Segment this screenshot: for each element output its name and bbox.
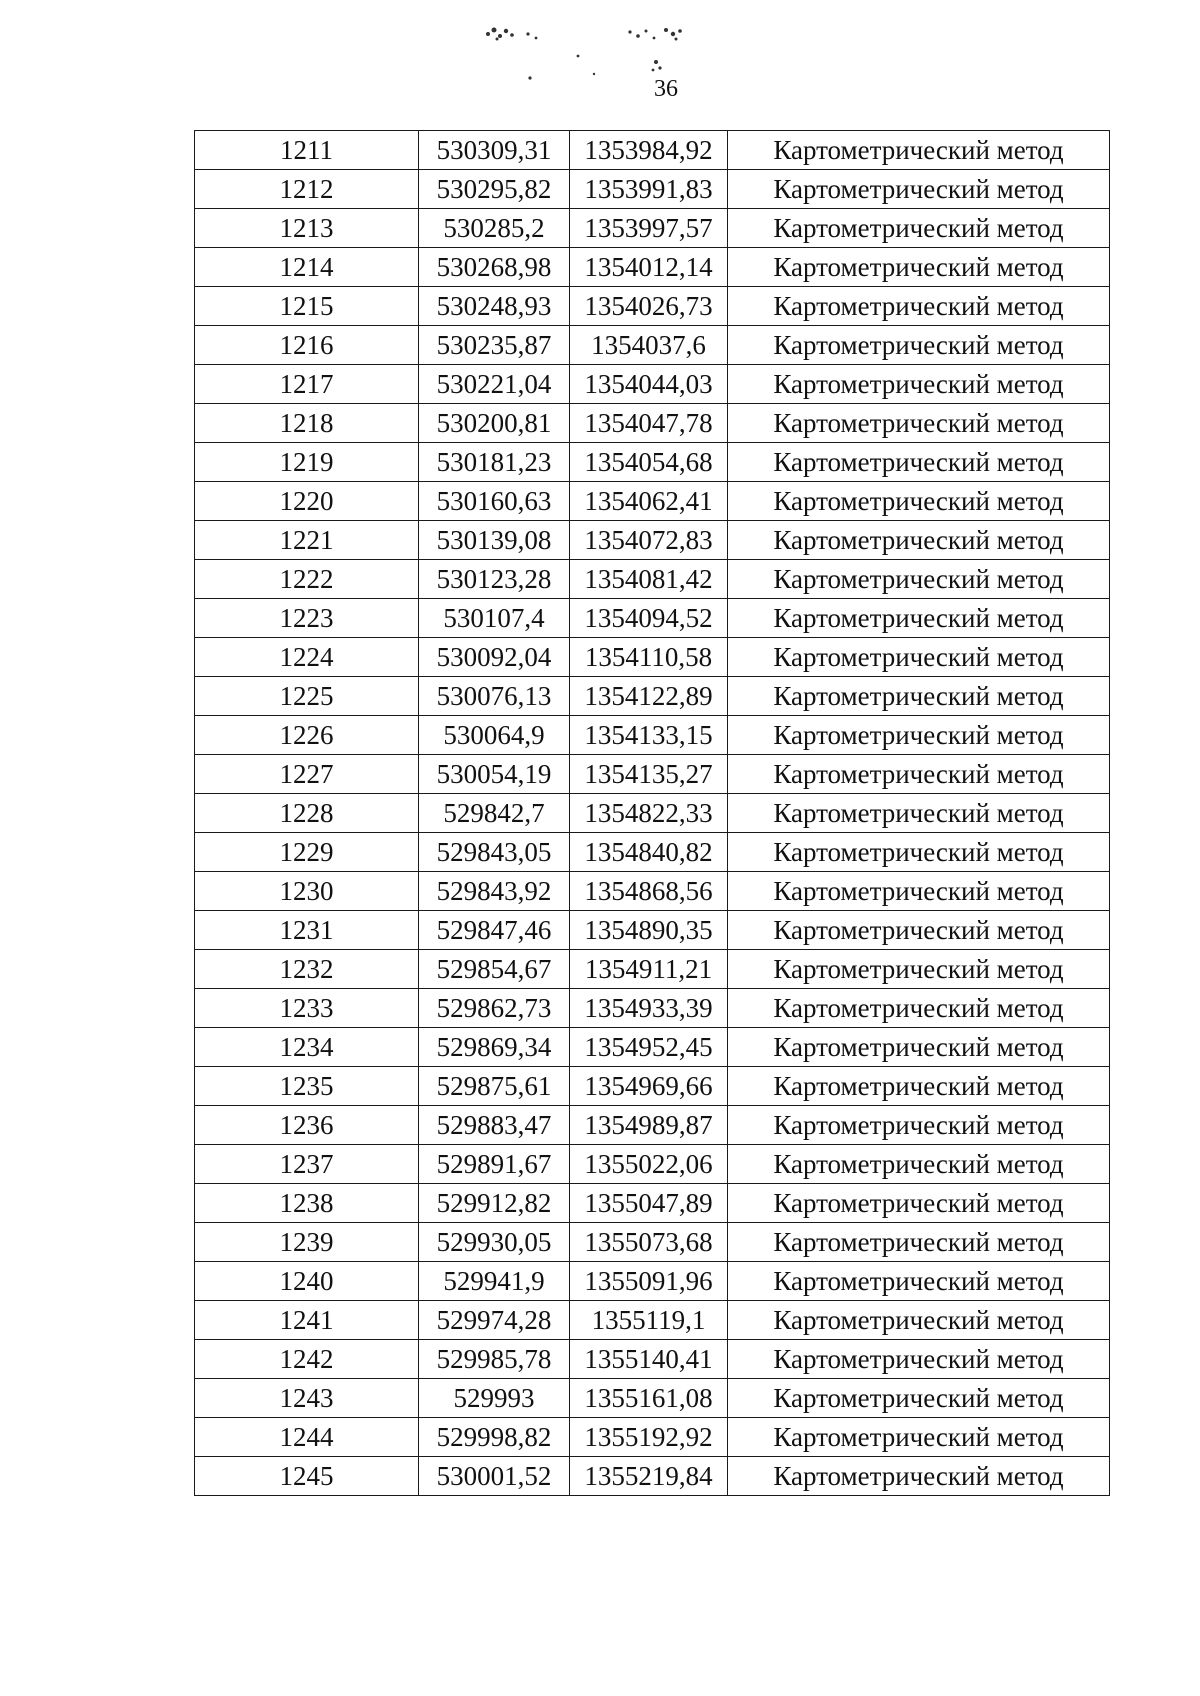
y-coordinate-cell: 1354047,78 — [570, 404, 728, 443]
y-coordinate-cell: 1354026,73 — [570, 287, 728, 326]
method-cell: Картометрический метод — [728, 1262, 1110, 1301]
method-cell: Картометрический метод — [728, 755, 1110, 794]
y-coordinate-cell: 1354911,21 — [570, 950, 728, 989]
table-row — [195, 443, 1110, 482]
table-row — [195, 1184, 1110, 1223]
method-cell: Картометрический метод — [728, 287, 1110, 326]
y-coordinate-cell: 1354012,14 — [570, 248, 728, 287]
x-coordinate-cell: 530092,04 — [419, 638, 570, 677]
table-row — [195, 1067, 1110, 1106]
table-row — [195, 1340, 1110, 1379]
x-coordinate-cell: 529847,46 — [419, 911, 570, 950]
x-coordinate-cell: 529974,28 — [419, 1301, 570, 1340]
table-row — [195, 833, 1110, 872]
y-coordinate-cell: 1354122,89 — [570, 677, 728, 716]
point-number-cell: 1222 — [195, 560, 419, 599]
y-coordinate-cell: 1354072,83 — [570, 521, 728, 560]
x-coordinate-cell: 530001,52 — [419, 1457, 570, 1496]
method-cell: Картометрический метод — [728, 209, 1110, 248]
x-coordinate-cell: 530054,19 — [419, 755, 570, 794]
y-coordinate-cell: 1355219,84 — [570, 1457, 728, 1496]
point-number-cell: 1211 — [195, 131, 419, 170]
table-row — [195, 521, 1110, 560]
point-number-cell: 1231 — [195, 911, 419, 950]
x-coordinate-cell: 530139,08 — [419, 521, 570, 560]
y-coordinate-cell: 1354868,56 — [570, 872, 728, 911]
table-row — [195, 404, 1110, 443]
x-coordinate-cell: 529883,47 — [419, 1106, 570, 1145]
table-row — [195, 950, 1110, 989]
x-coordinate-cell: 530295,82 — [419, 170, 570, 209]
table-row — [195, 1418, 1110, 1457]
x-coordinate-cell: 530268,98 — [419, 248, 570, 287]
point-number-cell: 1234 — [195, 1028, 419, 1067]
method-cell: Картометрический метод — [728, 833, 1110, 872]
table-row — [195, 989, 1110, 1028]
point-number-cell: 1240 — [195, 1262, 419, 1301]
x-coordinate-cell: 530221,04 — [419, 365, 570, 404]
x-coordinate-cell: 529875,61 — [419, 1067, 570, 1106]
table-row — [195, 599, 1110, 638]
y-coordinate-cell: 1354094,52 — [570, 599, 728, 638]
x-coordinate-cell: 529843,05 — [419, 833, 570, 872]
method-cell: Картометрический метод — [728, 1340, 1110, 1379]
method-cell: Картометрический метод — [728, 521, 1110, 560]
table-row — [195, 1457, 1110, 1496]
y-coordinate-cell: 1355192,92 — [570, 1418, 728, 1457]
coordinates-table-body — [195, 131, 1110, 1496]
y-coordinate-cell: 1354135,27 — [570, 755, 728, 794]
point-number-cell: 1217 — [195, 365, 419, 404]
point-number-cell: 1233 — [195, 989, 419, 1028]
point-number-cell: 1232 — [195, 950, 419, 989]
point-number-cell: 1243 — [195, 1379, 419, 1418]
point-number-cell: 1224 — [195, 638, 419, 677]
y-coordinate-cell: 1353997,57 — [570, 209, 728, 248]
x-coordinate-cell: 529930,05 — [419, 1223, 570, 1262]
x-coordinate-cell: 530235,87 — [419, 326, 570, 365]
table-row — [195, 365, 1110, 404]
y-coordinate-cell: 1354037,6 — [570, 326, 728, 365]
y-coordinate-cell: 1354952,45 — [570, 1028, 728, 1067]
x-coordinate-cell: 529998,82 — [419, 1418, 570, 1457]
x-coordinate-cell: 529985,78 — [419, 1340, 570, 1379]
point-number-cell: 1236 — [195, 1106, 419, 1145]
x-coordinate-cell: 530285,2 — [419, 209, 570, 248]
point-number-cell: 1218 — [195, 404, 419, 443]
y-coordinate-cell: 1354933,39 — [570, 989, 728, 1028]
method-cell: Картометрический метод — [728, 872, 1110, 911]
point-number-cell: 1229 — [195, 833, 419, 872]
point-number-cell: 1242 — [195, 1340, 419, 1379]
method-cell: Картометрический метод — [728, 1145, 1110, 1184]
point-number-cell: 1225 — [195, 677, 419, 716]
method-cell: Картометрический метод — [728, 404, 1110, 443]
method-cell: Картометрический метод — [728, 950, 1110, 989]
method-cell: Картометрический метод — [728, 482, 1110, 521]
method-cell: Картометрический метод — [728, 1457, 1110, 1496]
table-row — [195, 131, 1110, 170]
table-row — [195, 872, 1110, 911]
method-cell: Картометрический метод — [728, 1418, 1110, 1457]
point-number-cell: 1212 — [195, 170, 419, 209]
method-cell: Картометрический метод — [728, 248, 1110, 287]
table-row — [195, 287, 1110, 326]
point-number-cell: 1223 — [195, 599, 419, 638]
table-row — [195, 716, 1110, 755]
x-coordinate-cell: 529941,9 — [419, 1262, 570, 1301]
method-cell: Картометрический метод — [728, 794, 1110, 833]
y-coordinate-cell: 1354054,68 — [570, 443, 728, 482]
point-number-cell: 1228 — [195, 794, 419, 833]
method-cell: Картометрический метод — [728, 1067, 1110, 1106]
y-coordinate-cell: 1354133,15 — [570, 716, 728, 755]
point-number-cell: 1220 — [195, 482, 419, 521]
y-coordinate-cell: 1355161,08 — [570, 1379, 728, 1418]
x-coordinate-cell: 529842,7 — [419, 794, 570, 833]
table-row — [195, 1223, 1110, 1262]
y-coordinate-cell: 1355119,1 — [570, 1301, 728, 1340]
method-cell: Картометрический метод — [728, 1184, 1110, 1223]
point-number-cell: 1221 — [195, 521, 419, 560]
method-cell: Картометрический метод — [728, 1301, 1110, 1340]
table-row — [195, 326, 1110, 365]
y-coordinate-cell: 1355091,96 — [570, 1262, 728, 1301]
point-number-cell: 1227 — [195, 755, 419, 794]
table-row — [195, 677, 1110, 716]
x-coordinate-cell: 530181,23 — [419, 443, 570, 482]
table-row — [195, 248, 1110, 287]
method-cell: Картометрический метод — [728, 1028, 1110, 1067]
y-coordinate-cell: 1354969,66 — [570, 1067, 728, 1106]
point-number-cell: 1238 — [195, 1184, 419, 1223]
table-row — [195, 209, 1110, 248]
table-row — [195, 1301, 1110, 1340]
x-coordinate-cell: 529854,67 — [419, 950, 570, 989]
method-cell: Картометрический метод — [728, 1223, 1110, 1262]
y-coordinate-cell: 1354822,33 — [570, 794, 728, 833]
point-number-cell: 1230 — [195, 872, 419, 911]
y-coordinate-cell: 1354044,03 — [570, 365, 728, 404]
coordinates-table — [194, 130, 1110, 1496]
point-number-cell: 1239 — [195, 1223, 419, 1262]
point-number-cell: 1219 — [195, 443, 419, 482]
point-number-cell: 1213 — [195, 209, 419, 248]
y-coordinate-cell: 1353991,83 — [570, 170, 728, 209]
y-coordinate-cell: 1354840,82 — [570, 833, 728, 872]
y-coordinate-cell: 1355073,68 — [570, 1223, 728, 1262]
table-row — [195, 1028, 1110, 1067]
x-coordinate-cell: 530160,63 — [419, 482, 570, 521]
table-row — [195, 170, 1110, 209]
x-coordinate-cell: 530200,81 — [419, 404, 570, 443]
table-row — [195, 482, 1110, 521]
x-coordinate-cell: 530248,93 — [419, 287, 570, 326]
x-coordinate-cell: 529891,67 — [419, 1145, 570, 1184]
point-number-cell: 1215 — [195, 287, 419, 326]
point-number-cell: 1235 — [195, 1067, 419, 1106]
y-coordinate-cell: 1354062,41 — [570, 482, 728, 521]
point-number-cell: 1244 — [195, 1418, 419, 1457]
y-coordinate-cell: 1354081,42 — [570, 560, 728, 599]
method-cell: Картометрический метод — [728, 638, 1110, 677]
x-coordinate-cell: 529912,82 — [419, 1184, 570, 1223]
method-cell: Картометрический метод — [728, 911, 1110, 950]
y-coordinate-cell: 1353984,92 — [570, 131, 728, 170]
page-number: 36 — [654, 76, 678, 102]
x-coordinate-cell: 529862,73 — [419, 989, 570, 1028]
point-number-cell: 1216 — [195, 326, 419, 365]
point-number-cell: 1245 — [195, 1457, 419, 1496]
method-cell: Картометрический метод — [728, 365, 1110, 404]
x-coordinate-cell: 530064,9 — [419, 716, 570, 755]
x-coordinate-cell: 530107,4 — [419, 599, 570, 638]
y-coordinate-cell: 1354890,35 — [570, 911, 728, 950]
y-coordinate-cell: 1355022,06 — [570, 1145, 728, 1184]
point-number-cell: 1241 — [195, 1301, 419, 1340]
method-cell: Картометрический метод — [728, 170, 1110, 209]
table-row — [195, 911, 1110, 950]
table-row — [195, 560, 1110, 599]
method-cell: Картометрический метод — [728, 1106, 1110, 1145]
method-cell: Картометрический метод — [728, 560, 1110, 599]
x-coordinate-cell: 529869,34 — [419, 1028, 570, 1067]
y-coordinate-cell: 1355140,41 — [570, 1340, 728, 1379]
method-cell: Картометрический метод — [728, 599, 1110, 638]
method-cell: Картометрический метод — [728, 443, 1110, 482]
x-coordinate-cell: 530123,28 — [419, 560, 570, 599]
table-row — [195, 755, 1110, 794]
scan-artifact-marks — [470, 12, 730, 82]
x-coordinate-cell: 530076,13 — [419, 677, 570, 716]
table-row — [195, 1379, 1110, 1418]
table-row — [195, 638, 1110, 677]
method-cell: Картометрический метод — [728, 677, 1110, 716]
x-coordinate-cell: 529843,92 — [419, 872, 570, 911]
table-row — [195, 794, 1110, 833]
table-row — [195, 1106, 1110, 1145]
x-coordinate-cell: 529993 — [419, 1379, 570, 1418]
method-cell: Картометрический метод — [728, 326, 1110, 365]
table-row — [195, 1262, 1110, 1301]
method-cell: Картометрический метод — [728, 989, 1110, 1028]
x-coordinate-cell: 530309,31 — [419, 131, 570, 170]
method-cell: Картометрический метод — [728, 131, 1110, 170]
method-cell: Картометрический метод — [728, 716, 1110, 755]
point-number-cell: 1214 — [195, 248, 419, 287]
table-row — [195, 1145, 1110, 1184]
method-cell: Картометрический метод — [728, 1379, 1110, 1418]
point-number-cell: 1237 — [195, 1145, 419, 1184]
y-coordinate-cell: 1355047,89 — [570, 1184, 728, 1223]
y-coordinate-cell: 1354110,58 — [570, 638, 728, 677]
point-number-cell: 1226 — [195, 716, 419, 755]
y-coordinate-cell: 1354989,87 — [570, 1106, 728, 1145]
